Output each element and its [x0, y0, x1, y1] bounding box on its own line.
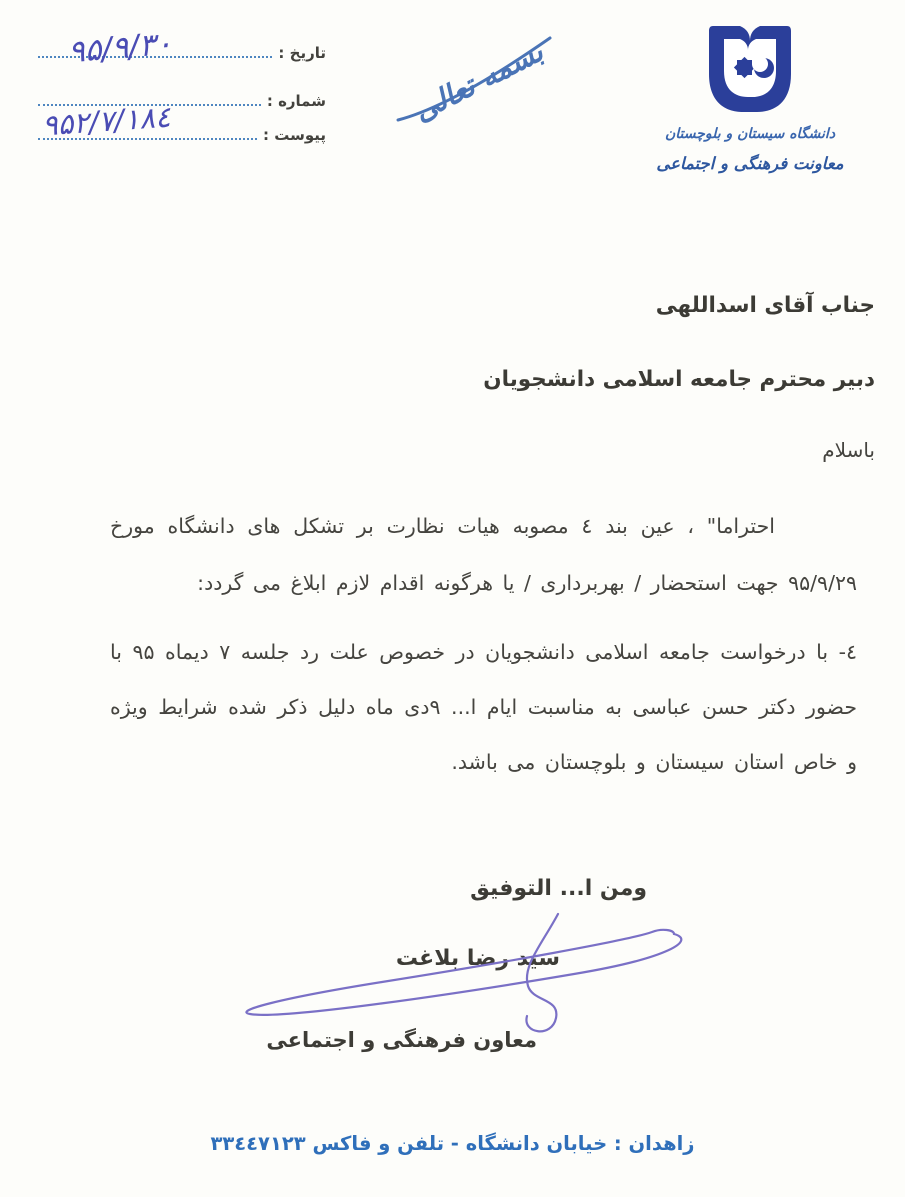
closing-phrase: ومن ا... التوفیق — [470, 876, 647, 901]
signer-name: سید رضا بلاغت — [395, 946, 560, 971]
bismillah-text: بسمه تعالی — [407, 34, 549, 128]
salutation: باسلام — [822, 438, 875, 462]
paragraph-1: احتراما" ، عین بند ٤ مصوبه هیات نظارت بر تشکل های دانشگاه مورخ ۹۵/۹/۲۹ جهت استحضار / بهربرداری / یا هرگونه اقدام لازم ابلاغ می گردد: — [110, 514, 857, 595]
university-name: دانشگاه سیستان و بلوچستان — [664, 126, 836, 142]
number-dotted-line — [38, 90, 261, 106]
attachment-dotted-line — [38, 124, 257, 140]
paragraph-2: ٤- با درخواست جامعه اسلامی دانشجویان در خصوص علت رد جلسه ۷ دیماه ۹۵ با حضور دکتر حسن عباسی به مناسبت ایام ا... ۹دی ماه دلیل ذکر شده شرایط ویژه و خاص استان سیستان و بلوچستان می باشد. — [110, 640, 857, 774]
recipient-block — [483, 293, 875, 462]
bismillah-calligraphy — [382, 20, 562, 140]
number-field — [38, 90, 326, 111]
handwritten-date-value: ۹۵/۹/۳۰ — [66, 25, 174, 71]
attachment-label: پیوست : — [262, 126, 326, 144]
attachment-field — [38, 124, 326, 145]
footer-address: زاهدان : خیابان دانشگاه - تلفن و فاکس ۳۳٤٤۷۱۲۳ — [210, 1132, 695, 1155]
letter-body — [110, 498, 857, 790]
number-label: شماره : — [266, 92, 326, 110]
date-dotted-line — [38, 42, 272, 58]
date-label: تاریخ : — [278, 44, 326, 62]
department-name: معاونت فرهنگی و اجتماعی — [656, 154, 844, 173]
recipient-name: جناب آقای اسداللهی — [655, 293, 875, 318]
university-logo-icon — [700, 20, 800, 120]
date-field — [38, 42, 326, 63]
handwritten-number-value: ۹۵۲/۷/۱۸٤ — [40, 99, 172, 143]
letterhead-brand — [650, 20, 850, 173]
signer-title: معاون فرهنگی و اجتماعی — [266, 1028, 537, 1052]
recipient-title: دبیر محترم جامعه اسلامی دانشجویان — [483, 367, 875, 392]
letter-meta-fields — [38, 25, 326, 145]
